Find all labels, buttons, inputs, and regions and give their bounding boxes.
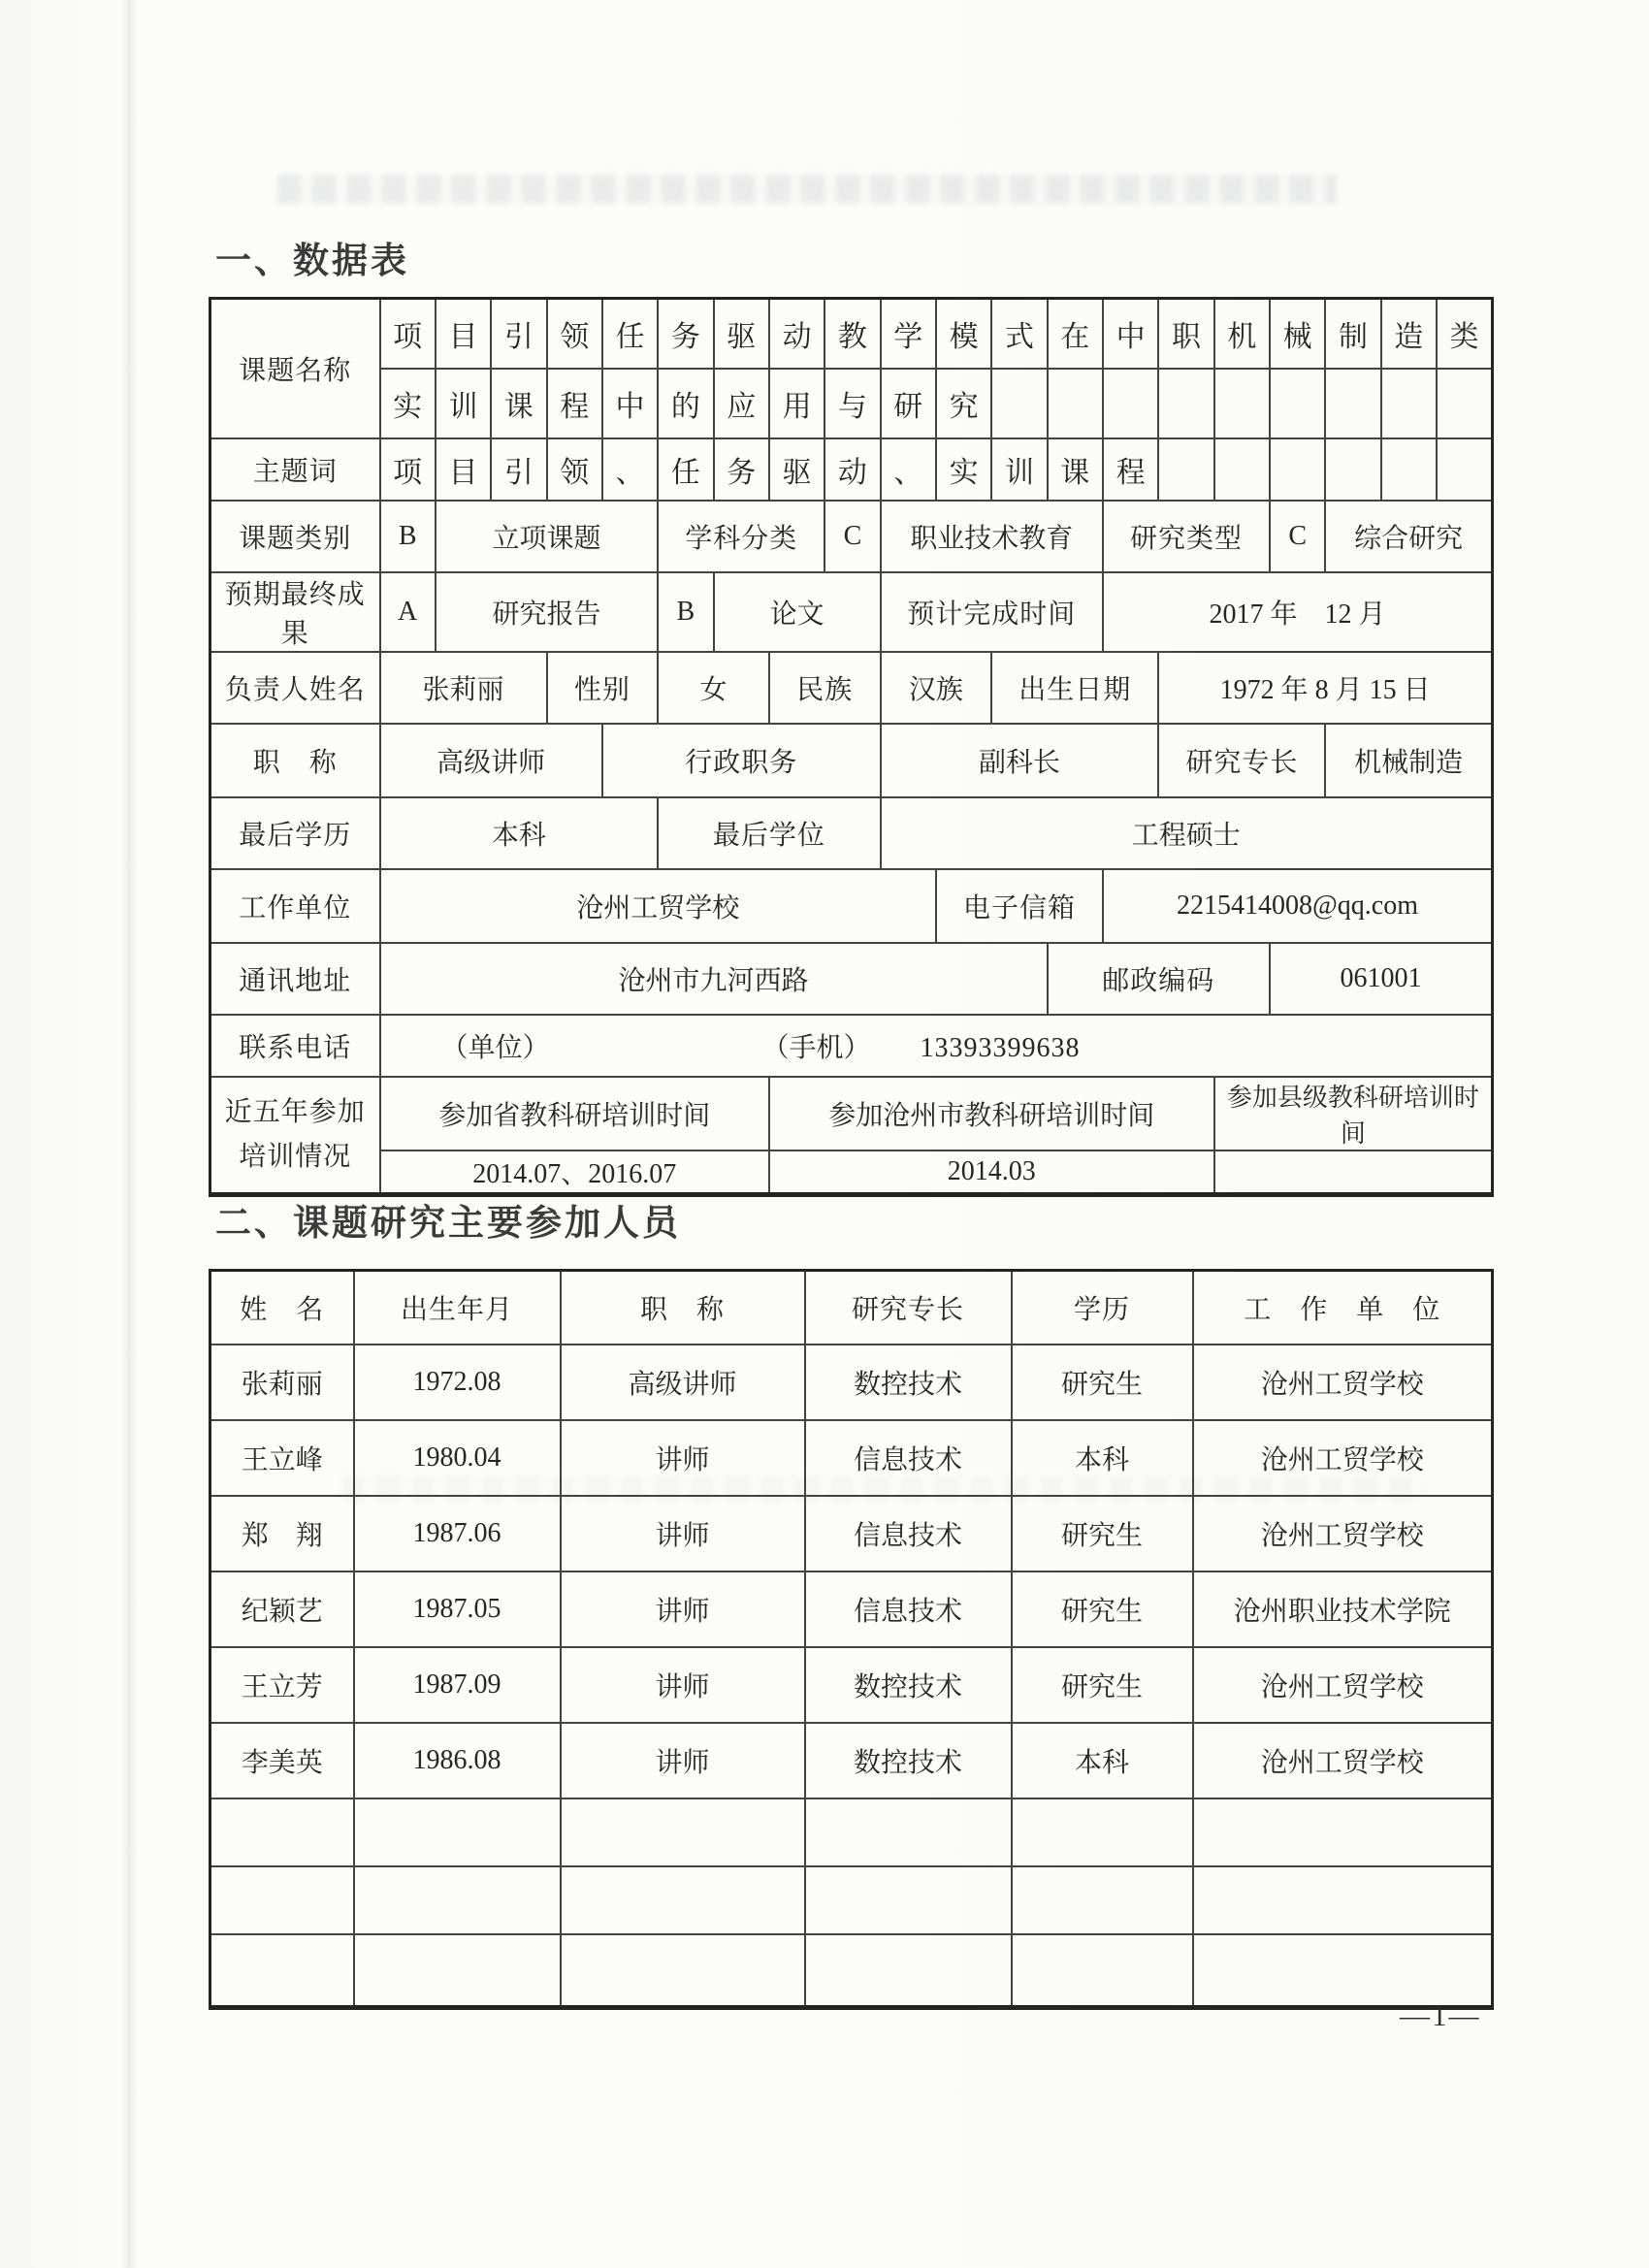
char-cell: 动 — [769, 299, 824, 369]
training-value-cell: 2014.07、2016.07 — [380, 1150, 769, 1195]
completion-label-cell: 预计完成时间 — [881, 572, 1103, 652]
table-row — [210, 501, 1493, 572]
char-cell: 类 — [1437, 299, 1492, 369]
cell-education — [1012, 1866, 1193, 1934]
birth-value-cell: 1972 年 8 月 15 日 — [1158, 652, 1492, 724]
cell-employer: 沧州工贸学校 — [1193, 1420, 1493, 1496]
table-header-row — [210, 1271, 1493, 1345]
char-cell: 项 — [380, 299, 436, 369]
section1-title: 一、数据表 — [215, 240, 409, 281]
char-cell — [991, 369, 1047, 438]
char-cell: 研 — [881, 369, 936, 438]
employer-value-cell: 沧州工贸学校 — [380, 869, 936, 943]
cell-specialty: 数控技术 — [805, 1647, 1012, 1723]
gender-label-cell: 性别 — [547, 652, 659, 724]
char-cell — [1158, 438, 1213, 501]
char-cell: 课 — [1048, 438, 1103, 501]
expected-code-a-cell: A — [380, 572, 436, 652]
header-employer: 工 作 单 位 — [1193, 1271, 1493, 1345]
cell-employer — [1193, 1934, 1493, 2008]
phone-label-cell: 联系电话 — [210, 1015, 380, 1077]
degree-value-cell: 工程硕士 — [881, 797, 1493, 869]
research-type-value-cell: 综合研究 — [1325, 501, 1492, 572]
cell-name: 李美英 — [210, 1723, 354, 1798]
cell-specialty — [805, 1866, 1012, 1934]
char-cell: 模 — [936, 299, 991, 369]
char-cell: 任 — [602, 299, 658, 369]
table-row — [210, 1496, 1493, 1571]
ethnicity-label-cell: 民族 — [769, 652, 881, 724]
cell-birth: 1980.04 — [354, 1420, 561, 1496]
cell-birth: 1986.08 — [354, 1723, 561, 1798]
char-cell: 引 — [491, 299, 546, 369]
project-name-label-cell: 课题名称 — [210, 299, 380, 438]
cell-name: 纪颖艺 — [210, 1571, 354, 1647]
char-cell — [1103, 369, 1158, 438]
cell-title: 讲师 — [561, 1420, 805, 1496]
char-cell: 在 — [1048, 299, 1103, 369]
table-row — [210, 797, 1493, 869]
education-label-cell: 最后学历 — [210, 797, 380, 869]
training-header-cell: 参加省教科研培训时间 — [380, 1077, 769, 1150]
char-cell: 用 — [769, 369, 824, 438]
table-row — [210, 438, 1493, 501]
table-row — [210, 1345, 1493, 1420]
cell-education: 研究生 — [1012, 1496, 1193, 1571]
table-row — [210, 299, 1493, 369]
training-value-cell: 2014.03 — [769, 1150, 1214, 1195]
table-row — [210, 869, 1493, 943]
prof-title-label-cell: 职 称 — [210, 724, 380, 797]
char-cell: 造 — [1381, 299, 1437, 369]
char-cell: 与 — [824, 369, 880, 438]
cell-specialty: 数控技术 — [805, 1723, 1012, 1798]
cell-education: 本科 — [1012, 1420, 1193, 1496]
header-birth: 出生年月 — [354, 1271, 561, 1345]
char-cell — [1325, 438, 1380, 501]
table-row — [210, 1647, 1493, 1723]
table-row — [210, 369, 1493, 438]
cell-name — [210, 1866, 354, 1934]
char-cell: 应 — [714, 369, 769, 438]
email-value-cell: 2215414008@qq.com — [1103, 869, 1493, 943]
char-cell — [1214, 438, 1270, 501]
gender-value-cell: 女 — [658, 652, 769, 724]
completion-value-cell: 2017 年 12 月 — [1103, 572, 1493, 652]
employer-label-cell: 工作单位 — [210, 869, 380, 943]
cell-birth — [354, 1934, 561, 2008]
cell-specialty: 数控技术 — [805, 1345, 1012, 1420]
char-cell: 驱 — [714, 299, 769, 369]
address-label-cell: 通讯地址 — [210, 943, 380, 1015]
header-title: 职 称 — [561, 1271, 805, 1345]
char-cell: 、 — [602, 438, 658, 501]
cell-specialty — [805, 1934, 1012, 2008]
table-row — [210, 1015, 1493, 1077]
cell-name: 张莉丽 — [210, 1345, 354, 1420]
cell-title — [561, 1934, 805, 2008]
cell-name — [210, 1934, 354, 2008]
expected-value-b-cell: 论文 — [714, 572, 881, 652]
training-header-cell: 参加沧州市教科研培训时间 — [769, 1077, 1214, 1150]
table-row — [210, 652, 1493, 724]
char-cell: 程 — [547, 369, 602, 438]
char-cell: 务 — [658, 299, 713, 369]
char-cell — [1325, 369, 1380, 438]
cell-specialty: 信息技术 — [805, 1420, 1012, 1496]
cell-specialty — [805, 1798, 1012, 1866]
participants-table — [209, 1269, 1494, 2010]
char-cell: 式 — [991, 299, 1047, 369]
char-cell: 目 — [436, 299, 491, 369]
cell-title: 讲师 — [561, 1647, 805, 1723]
cell-birth — [354, 1866, 561, 1934]
cell-title — [561, 1798, 805, 1866]
cell-name: 王立峰 — [210, 1420, 354, 1496]
cell-birth — [354, 1798, 561, 1866]
cell-title: 讲师 — [561, 1571, 805, 1647]
discipline-code-cell: C — [824, 501, 880, 572]
char-cell: 制 — [1325, 299, 1380, 369]
char-cell: 机 — [1214, 299, 1270, 369]
char-cell: 任 — [658, 438, 713, 501]
char-cell — [1270, 369, 1325, 438]
table-row — [210, 572, 1493, 652]
char-cell: 领 — [547, 438, 602, 501]
table-row — [210, 724, 1493, 797]
expected-results-label-cell: 预期最终成果 — [210, 572, 380, 652]
cell-employer — [1193, 1866, 1493, 1934]
cell-name: 王立芳 — [210, 1647, 354, 1723]
cell-employer: 沧州工贸学校 — [1193, 1496, 1493, 1571]
leader-label-cell: 负责人姓名 — [210, 652, 380, 724]
char-cell: 动 — [824, 438, 880, 501]
cell-birth: 1987.06 — [354, 1496, 561, 1571]
ethnicity-value-cell: 汉族 — [881, 652, 992, 724]
category-value-cell: 立项课题 — [436, 501, 658, 572]
char-cell: 实 — [380, 369, 436, 438]
education-value-cell: 本科 — [380, 797, 659, 869]
char-cell: 中 — [1103, 299, 1158, 369]
char-cell: 教 — [824, 299, 880, 369]
char-cell: 究 — [936, 369, 991, 438]
keywords-label-cell: 主题词 — [210, 438, 380, 501]
research-type-code-cell: C — [1270, 501, 1325, 572]
cell-name — [210, 1798, 354, 1866]
char-cell: 械 — [1270, 299, 1325, 369]
cell-birth: 1987.09 — [354, 1647, 561, 1723]
cell-education: 研究生 — [1012, 1571, 1193, 1647]
address-value-cell: 沧州市九河西路 — [380, 943, 1048, 1015]
cell-education: 研究生 — [1012, 1647, 1193, 1723]
training-value-cell — [1214, 1150, 1493, 1195]
category-label-cell: 课题类别 — [210, 501, 380, 572]
discipline-value-cell: 职业技术教育 — [881, 501, 1103, 572]
training-header-cell: 参加县级教科研培训时间 — [1214, 1077, 1493, 1150]
char-cell: 实 — [936, 438, 991, 501]
specialty-label-cell: 研究专长 — [1158, 724, 1325, 797]
char-cell: 学 — [881, 299, 936, 369]
char-cell: 引 — [491, 438, 546, 501]
page-number: —1— — [1400, 1998, 1481, 2032]
cell-title — [561, 1866, 805, 1934]
leader-name-cell: 张莉丽 — [380, 652, 547, 724]
char-cell: 领 — [547, 299, 602, 369]
cell-birth: 1987.05 — [354, 1571, 561, 1647]
char-cell — [1214, 369, 1270, 438]
char-cell: 的 — [658, 369, 713, 438]
char-cell: 训 — [436, 369, 491, 438]
cell-employer: 沧州工贸学校 — [1193, 1647, 1493, 1723]
training-label-line2: 培训情况 — [239, 1141, 352, 1172]
table-row — [210, 1571, 1493, 1647]
birth-label-cell: 出生日期 — [991, 652, 1158, 724]
cell-employer: 沧州职业技术学院 — [1193, 1571, 1493, 1647]
char-cell — [1048, 369, 1103, 438]
char-cell — [1437, 369, 1492, 438]
char-cell — [1158, 369, 1213, 438]
degree-label-cell: 最后学位 — [658, 797, 880, 869]
table-row — [210, 1150, 1493, 1195]
header-name: 姓 名 — [210, 1271, 354, 1345]
cell-employer: 沧州工贸学校 — [1193, 1345, 1493, 1420]
char-cell: 目 — [436, 438, 491, 501]
admin-post-label-cell: 行政职务 — [602, 724, 881, 797]
category-code-cell: B — [380, 501, 436, 572]
char-cell — [1381, 438, 1437, 501]
table-row — [210, 1420, 1493, 1496]
cell-specialty: 信息技术 — [805, 1496, 1012, 1571]
expected-value-a-cell: 研究报告 — [436, 572, 658, 652]
postcode-label-cell: 邮政编码 — [1048, 943, 1270, 1015]
phone-unit-label: （单位） — [440, 1032, 550, 1063]
char-cell: 程 — [1103, 438, 1158, 501]
char-cell: 项 — [380, 438, 436, 501]
email-label-cell: 电子信箱 — [936, 869, 1103, 943]
prof-title-value-cell: 高级讲师 — [380, 724, 602, 797]
char-cell: 训 — [991, 438, 1047, 501]
training-label-line1: 近五年参加 — [224, 1096, 366, 1127]
table-row-empty — [210, 1934, 1493, 2008]
section2-title: 二、课题研究主要参加人员 — [215, 1202, 681, 1244]
postcode-value-cell: 061001 — [1270, 943, 1493, 1015]
table-row — [210, 1077, 1493, 1150]
char-cell: 、 — [881, 438, 936, 501]
table-row — [210, 943, 1493, 1015]
cell-education — [1012, 1934, 1193, 2008]
cell-education: 研究生 — [1012, 1345, 1193, 1420]
cell-name: 郑 翔 — [210, 1496, 354, 1571]
header-specialty: 研究专长 — [805, 1271, 1012, 1345]
specialty-value-cell: 机械制造 — [1325, 724, 1492, 797]
table-row — [210, 1723, 1493, 1798]
table-row-empty — [210, 1866, 1493, 1934]
cell-education: 本科 — [1012, 1723, 1193, 1798]
cell-title: 高级讲师 — [561, 1345, 805, 1420]
phone-mobile-number: 13393399638 — [920, 1032, 1081, 1063]
research-type-label-cell: 研究类型 — [1103, 501, 1270, 572]
phone-mobile-label: （手机） — [761, 1032, 871, 1063]
char-cell: 中 — [602, 369, 658, 438]
char-cell — [1381, 369, 1437, 438]
cell-employer: 沧州工贸学校 — [1193, 1723, 1493, 1798]
cell-employer — [1193, 1798, 1493, 1866]
page-fold-shadow — [120, 0, 138, 2268]
char-cell: 务 — [714, 438, 769, 501]
char-cell — [1270, 438, 1325, 501]
char-cell: 课 — [491, 369, 546, 438]
cell-title: 讲师 — [561, 1723, 805, 1798]
training-label-cell — [210, 1077, 380, 1195]
cell-birth: 1972.08 — [354, 1345, 561, 1420]
char-cell — [1437, 438, 1492, 501]
char-cell: 职 — [1158, 299, 1213, 369]
data-table — [209, 297, 1494, 1197]
expected-code-b-cell: B — [658, 572, 713, 652]
discipline-label-cell: 学科分类 — [658, 501, 824, 572]
char-cell: 驱 — [769, 438, 824, 501]
table-row-empty — [210, 1798, 1493, 1866]
bleed-through-text-top — [277, 175, 1337, 204]
phone-value-cell — [380, 1015, 1493, 1077]
cell-education — [1012, 1798, 1193, 1866]
cell-specialty: 信息技术 — [805, 1571, 1012, 1647]
header-education: 学历 — [1012, 1271, 1193, 1345]
admin-post-value-cell: 副科长 — [881, 724, 1159, 797]
cell-title: 讲师 — [561, 1496, 805, 1571]
